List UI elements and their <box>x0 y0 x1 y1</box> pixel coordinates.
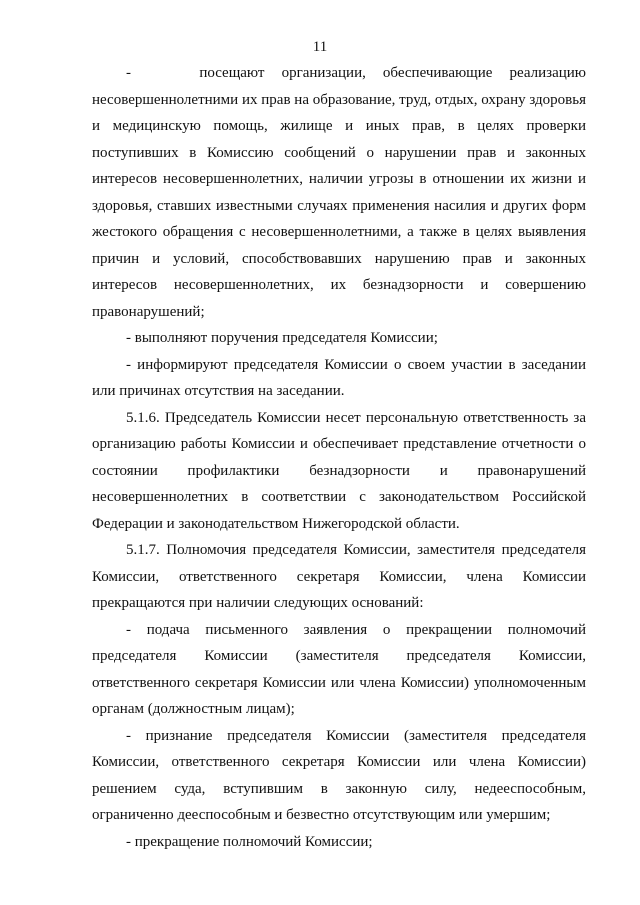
paragraph-5-1-7: 5.1.7. Полномочия председателя Комиссии, заместителя председателя Комиссии, ответственного секретаря Комиссии, члена Комиссии прекращаются при наличии следующих оснований: <box>92 542 586 611</box>
paragraph-termination: - прекращение полномочий Комиссии; <box>126 833 373 850</box>
page-number: 11 <box>312 39 328 55</box>
document-body <box>92 60 586 855</box>
paragraph-written-statement: - подача письменного заявления о прекращении полномочий председателя Комиссии (заместителя председателя Комиссии, ответственного секретаря Комиссии или члена Комиссии) уполномоченным органам (должностным лицам); <box>92 621 586 717</box>
paragraph-visits-organizations: - посещают организации, обеспечивающие реализацию несовершеннолетними их прав на образование, труд, отдых, охрану здоровья и медицинскую помощь, жилище и иных прав, в целях проверки поступивших в Комиссию сообщений о нарушении прав и законных интересов несовершеннолетних, наличии угрозы в отношении их жизни и здоровья, ставших известными случаях применения насилия и других форм жестокого обращения с несовершеннолетними, а также в целях выявления причин и условий, способствовавших нарушению прав и законных интересов несовершеннолетних, их безнадзорности и совершению правонарушений; <box>92 65 586 320</box>
paragraph-5-1-6: 5.1.6. Председатель Комиссии несет персональную ответственность за организацию работы Комиссии и обеспечивает представление отчетности о состоянии профилактики безнадзорности и правонарушений несовершеннолетних в соответствии с законодательством Российской Федерации и законодательством Нижегородской области. <box>92 409 586 532</box>
paragraph-inform-chairman: - информируют председателя Комиссии о своем участии в заседании или причинах отсутствия на заседании. <box>92 356 586 399</box>
paragraph-court-decision: - признание председателя Комиссии (заместителя председателя Комиссии, ответственного секретаря Комиссии или члена Комиссии) решением суда, вступившим в законную силу, недееспособным, ограниченно дееспособным и безвестно отсутствующим или умершим; <box>92 727 586 823</box>
paragraph-execute-orders: - выполняют поручения председателя Комиссии; <box>126 330 438 346</box>
